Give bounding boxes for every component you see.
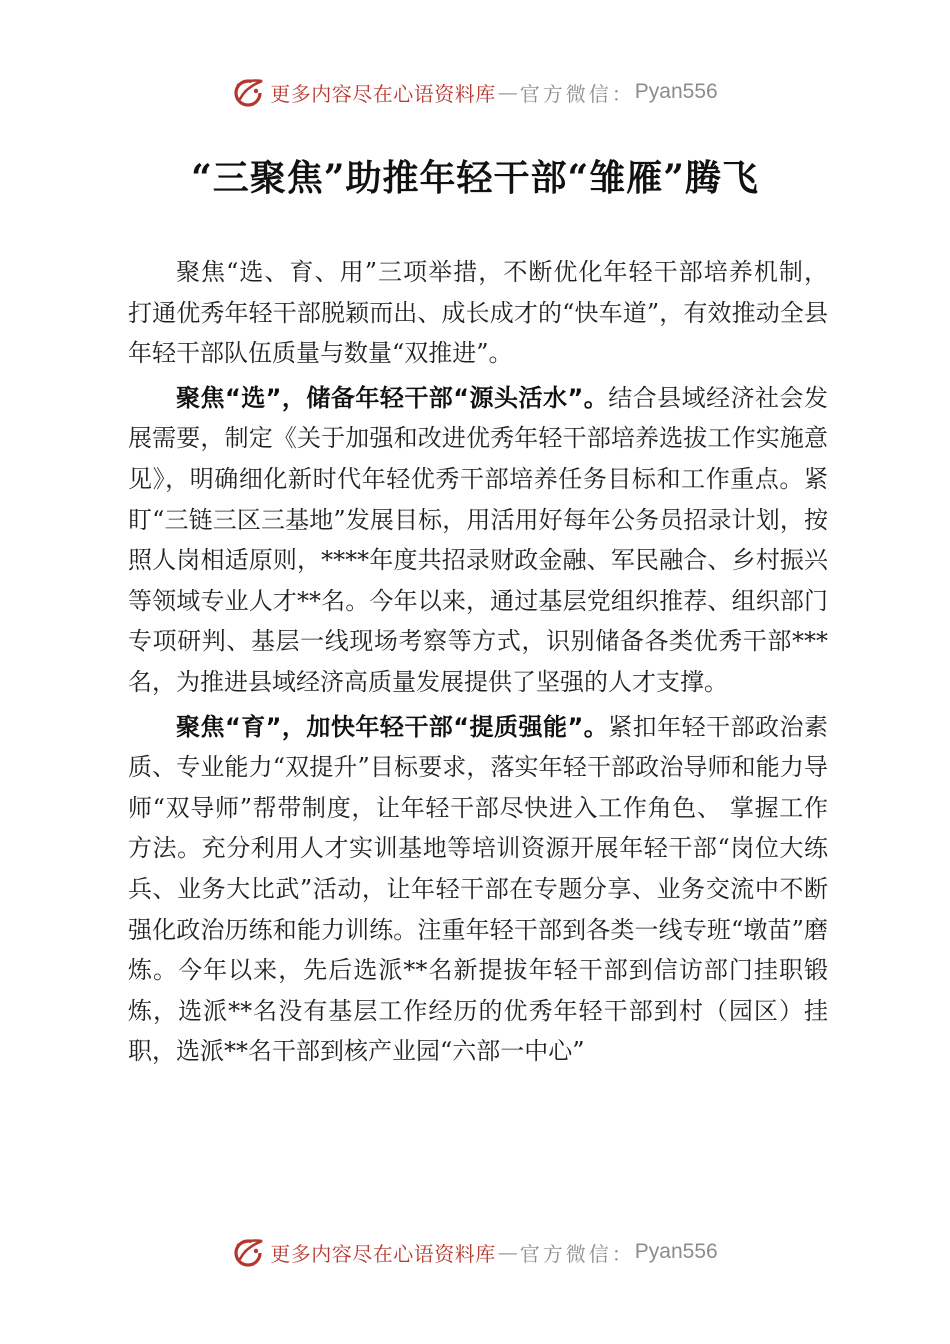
paragraph-text: 紧扣年轻干部政治素质、专业能力“双提升”目标要求，落实年轻干部政治导师和能力导师“双导师”帮带制度，让年轻干部尽快进入工作角色、 掌握工作方法。充分利用人才实训基地等培训资源开展年轻干部“岗位大练兵、业务大比武”活动，让年轻干部在专题分享、业务交流中不断强化政治历练和能力训练。注重年轻干部到各类一线专班“墩苗”磨炼。今年以来，先后选派**名新提拔年轻干部到信访部门挂职锻炼，选派**名没有基层工作经历的优秀年轻干部到村（园区）挂职，选派**名干部到核产业园“六部一中心” bbox=[128, 712, 829, 1066]
body-paragraph-select bbox=[128, 378, 828, 703]
paragraph-text: 结合县域经济社会发展需要，制定《关于加强和改进优秀年轻干部培养选拔工作实施意见》，明确细化新时代年轻优秀干部培养任务目标和工作重点。紧盯“三链三区三基地”发展目标，用活用好每年公务员招录计划，按照人岗相适原则，****年度共招录财政金融、军民融合、乡村振兴等领域专业人才**名。今年以来，通过基层党组织推荐、组织部门专项研判、基层一线现场考察等方式，识别储备各类优秀干部***名，为推进县域经济高质量发展提供了坚强的人才支撑。 bbox=[128, 383, 829, 696]
document-title: “三聚焦”助推年轻干部“雏雁”腾飞 bbox=[191, 157, 759, 199]
watermark-wechat-id: Pyan556 bbox=[634, 1240, 718, 1263]
watermark-separator: — bbox=[497, 1240, 518, 1264]
watermark-site-text: 更多内容尽在心语资料库 bbox=[270, 81, 496, 106]
watermark-separator: — bbox=[497, 80, 518, 104]
header-watermark bbox=[0, 72, 950, 112]
brush-ring-logo-icon bbox=[232, 75, 266, 109]
body-paragraph-cultivate bbox=[128, 707, 828, 1072]
watermark-site-text: 更多内容尽在心语资料库 bbox=[270, 1241, 496, 1266]
paragraph-lead: 聚焦“育”，加快年轻干部“提质强能”。 bbox=[176, 712, 609, 741]
brush-ring-logo-icon bbox=[232, 1235, 266, 1269]
document-body bbox=[128, 252, 828, 1076]
watermark-wechat-label: 官方微信： bbox=[519, 1241, 635, 1266]
paragraph-text: 聚焦“选、育、用”三项举措，不断优化年轻干部培养机制， 打通优秀年轻干部脱颖而出、成长成才的“快车道”，有效推动全县年轻干部队伍质量与数量“双推进”。 bbox=[128, 258, 828, 368]
watermark-wechat-id: Pyan556 bbox=[634, 80, 718, 103]
body-paragraph-intro bbox=[128, 252, 828, 374]
footer-watermark bbox=[0, 1232, 950, 1272]
paragraph-lead: 聚焦“选”，储备年轻干部“源头活水”。 bbox=[176, 383, 609, 412]
watermark-wechat-label: 官方微信： bbox=[519, 81, 635, 106]
